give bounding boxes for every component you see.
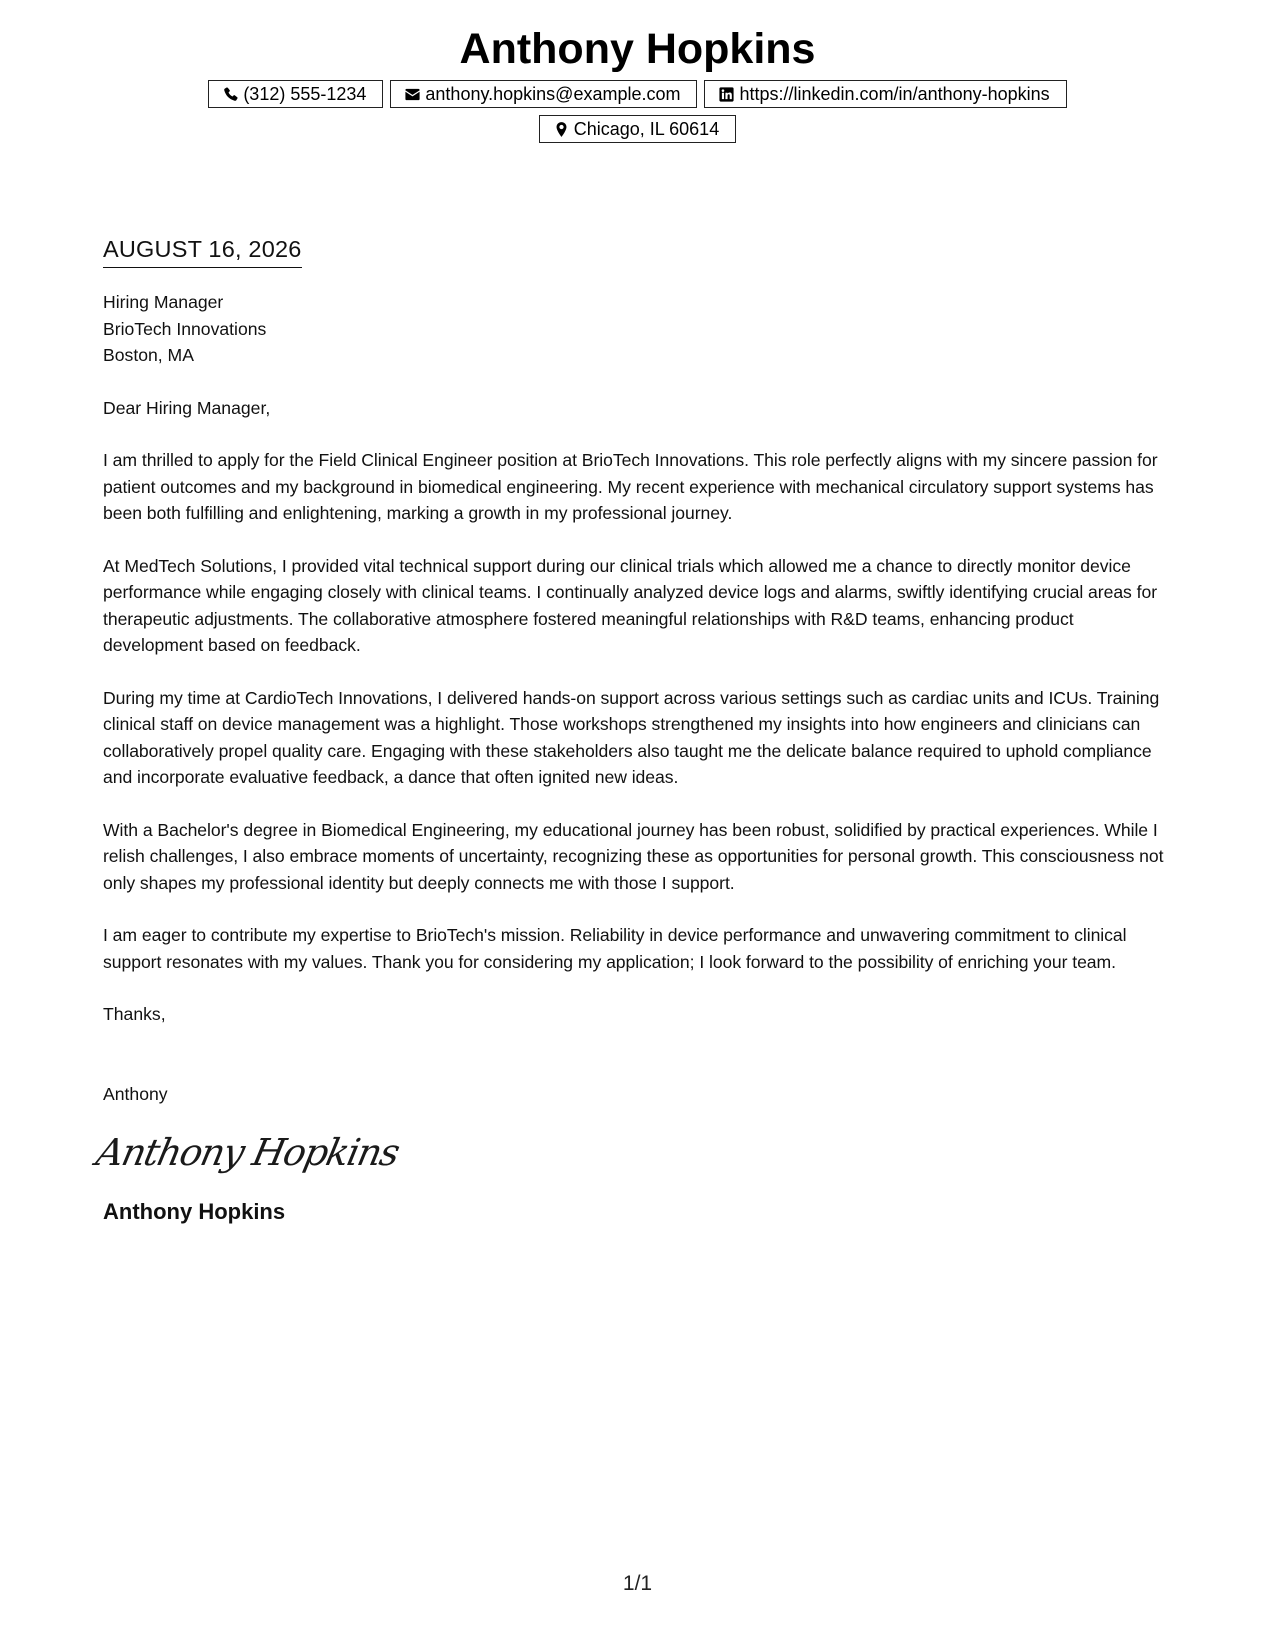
contact-phone <box>208 80 383 108</box>
contact-email <box>390 80 697 108</box>
contact-row-primary <box>0 80 1275 108</box>
contact-location <box>539 115 736 143</box>
paragraph: During my time at CardioTech Innovations, I delivered hands-on support across various settings such as cardiac units and ICUs. Training clinical staff on device management was a highlight. Those workshops strengthened my insights into how engineers and clinicians can collaboratively propel quality care. Engaging with these stakeholders also taught me the delicate balance required to uphold compliance and incorporate evaluative feedback, a dance that often ignited new ideas. <box>103 687 1160 787</box>
signature-graphic <box>92 1125 403 1181</box>
paragraph: With a Bachelor's degree in Biomedical Engineering, my educational journey has been robust, solidified by practical experiences. While I relish challenges, I also embrace moments of uncertainty, recognizing these as opportunities for personal growth. This consciousness not only shapes my professional identity but deeply connects me with those I support. <box>103 819 1164 893</box>
paragraph: I am eager to contribute my expertise to BrioTech's mission. Reliability in device performance and unwavering commitment to clinical support resonates with my values. Thank you for considering my application; I look forward to the possibility of enriching your team. <box>103 925 1127 972</box>
letter-header <box>0 18 1275 143</box>
printed-name: Anthony Hopkins <box>103 1199 286 1224</box>
location-text: Chicago, IL 60614 <box>573 118 720 139</box>
handwritten-signature <box>92 1125 1178 1181</box>
recipient-company: BrioTech Innovations <box>103 318 267 339</box>
recipient-title: Hiring Manager <box>103 292 224 312</box>
svg-text:Anthony Hopkins: Anthony Hopkins <box>92 1130 403 1174</box>
linkedin-text: https://linkedin.com/in/anthony-hopkins <box>739 83 1050 104</box>
paragraph: I am thrilled to apply for the Field Clinical Engineer position at BrioTech Innovations. This role perfectly aligns with my sincere passion for patient outcomes and my background in biomedical engineering. My recent experience with mechanical circulatory support systems has been both fulfilling and enlightening, marking a growth in my professional journey. <box>103 450 1158 523</box>
letter-body <box>92 232 1178 1227</box>
map-pin-icon <box>553 121 570 138</box>
recipient-location: Boston, MA <box>103 345 194 365</box>
contact-row-secondary <box>0 115 1275 143</box>
letter-date: AUGUST 16, 2026 <box>103 232 302 268</box>
linkedin-icon <box>718 86 735 103</box>
email-text: anthony.hopkins@example.com <box>425 83 681 104</box>
greeting: Dear Hiring Manager, <box>103 397 271 418</box>
page-number: 1/1 <box>622 1572 653 1595</box>
contact-linkedin <box>704 80 1066 108</box>
applicant-name: Anthony Hopkins <box>459 25 816 73</box>
paragraph: At MedTech Solutions, I provided vital technical support during our clinical trials which allowed me a chance to directly monitor device performance while engaging closely with clinical teams. I continually analyzed device logs and alarms, swiftly identifying crucial areas for therapeutic adjustments. The collaborative atmosphere fostered meaningful relationships with R&D teams, enhancing product development based on feedback. <box>103 555 1158 655</box>
recipient-block <box>103 289 1178 369</box>
phone-text: (312) 555-1234 <box>243 83 367 104</box>
closing: Thanks, <box>103 1004 166 1024</box>
envelope-icon <box>404 86 421 103</box>
phone-icon <box>222 86 239 103</box>
signoff-name: Anthony <box>103 1083 168 1104</box>
